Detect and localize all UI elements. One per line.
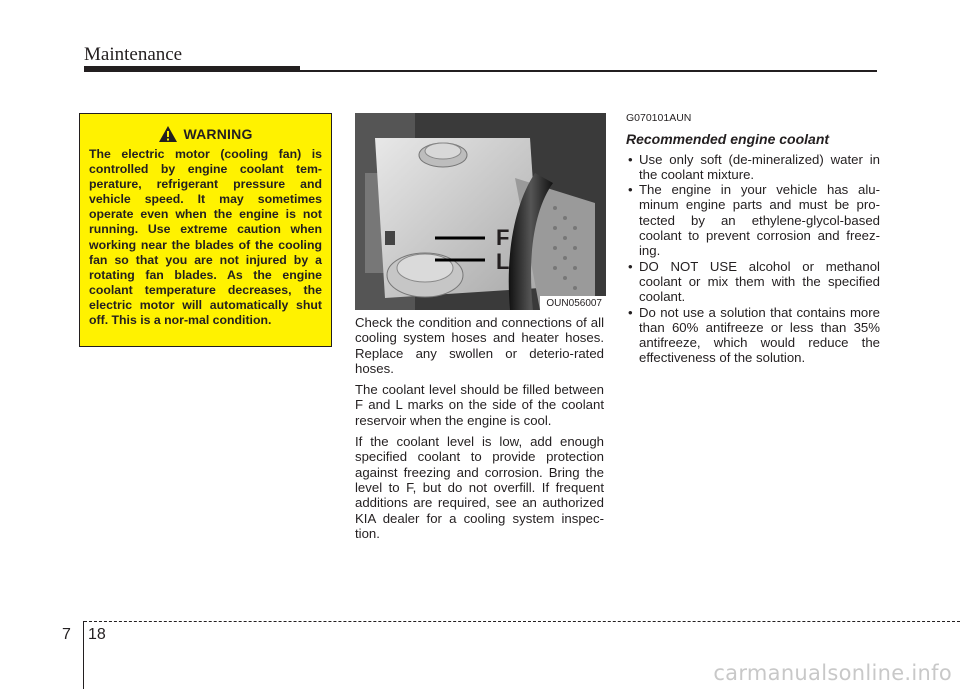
page-section-title: Maintenance bbox=[84, 44, 183, 65]
chapter-number: 7 bbox=[62, 626, 71, 643]
footer-rule bbox=[84, 621, 960, 622]
coolant-reservoir-illustration bbox=[355, 113, 606, 310]
list-item: • Use only soft (de-mineralized) water in the coolant mixture. bbox=[626, 152, 880, 183]
paragraph: Check the condition and connections of all cooling system hoses and heater hoses. Replace any swollen or deterio-rated hoses. bbox=[355, 315, 604, 376]
section-heading: Recommended engine coolant bbox=[626, 131, 830, 148]
list-item: • DO NOT USE alcohol or methanol coolant or mix them with the specified coolant. bbox=[626, 259, 880, 305]
list-item: • The engine in your vehicle has alu-minum engine parts and must be pro-tected by an ethylene-glycol-based coolant to prevent corrosion and freez-ing. bbox=[626, 182, 880, 258]
paragraph: The coolant level should be filled between F and L marks on the side of the coolant reservoir when the engine is cool. bbox=[355, 382, 604, 428]
warning-text: The electric motor (cooling fan) is controlled by engine coolant tem-perature, refrigerant pressure and vehicle speed. It may sometimes operate even when the engine is not running. Use extreme caution when working near the blades of the cooling fan so that you are not injured by a rotating fan blades. As the engine coolant temperature decreases, the electric motor will automatically shut off. This is a nor-mal condition. bbox=[89, 147, 322, 328]
watermark: carmanualsonline.info bbox=[713, 661, 952, 685]
paragraph: If the coolant level is low, add enough specified coolant to provide protection against freezing and corrosion. Bring the level to F, but do not overfill. If frequent additions are required, see an authorized KIA dealer for a cooling system inspec-tion. bbox=[355, 434, 604, 541]
list-item: • Do not use a solution that contains more than 60% antifreeze or less than 35% antifreeze, which would reduce the effectiveness of the solution. bbox=[626, 305, 880, 366]
fill-mark-label: F bbox=[496, 225, 510, 250]
middle-column bbox=[355, 315, 604, 547]
warning-title: WARNING bbox=[183, 126, 253, 142]
coolant-reservoir-photo bbox=[355, 113, 606, 310]
section-code: G070101AUN bbox=[626, 112, 692, 124]
right-column bbox=[626, 111, 880, 366]
low-mark-label: L bbox=[496, 249, 510, 274]
warning-box bbox=[79, 113, 332, 347]
figure-code: OUN056007 bbox=[540, 296, 606, 310]
header-bar bbox=[84, 66, 300, 72]
coolant-bullet-list bbox=[626, 152, 880, 366]
header-rule bbox=[300, 70, 877, 72]
warning-header bbox=[89, 122, 322, 146]
warning-triangle-icon bbox=[158, 125, 178, 143]
page-number: 18 bbox=[88, 626, 106, 643]
footer-divider bbox=[83, 621, 84, 689]
